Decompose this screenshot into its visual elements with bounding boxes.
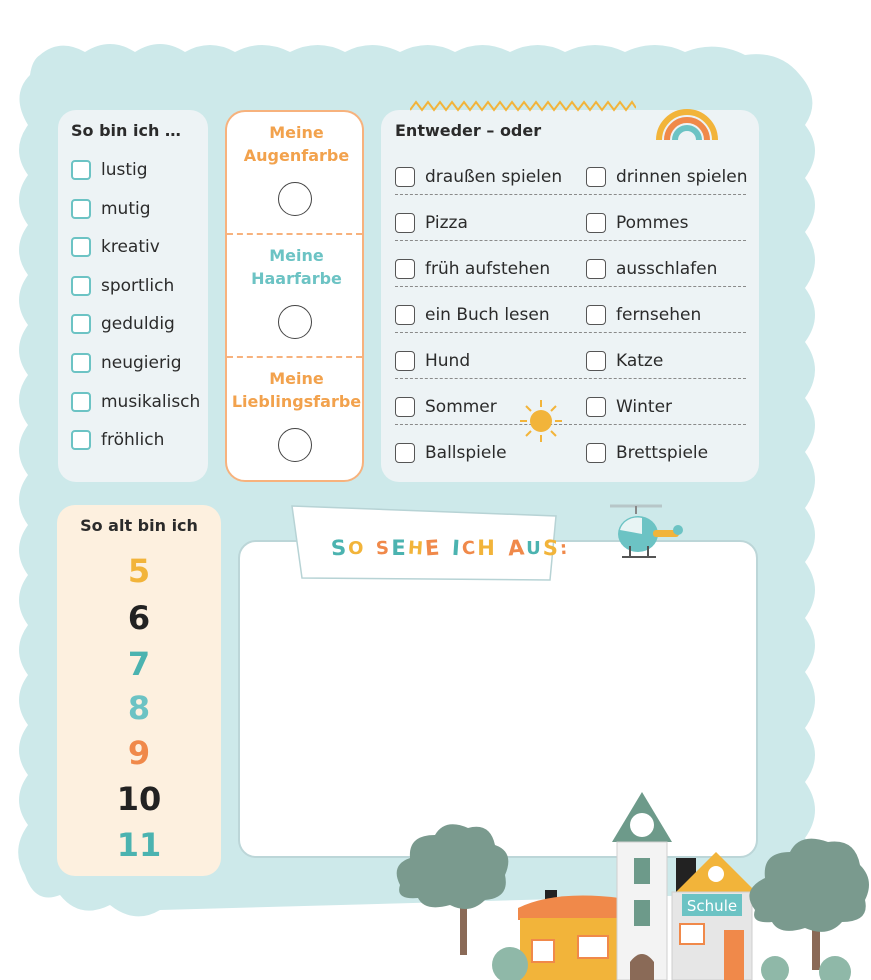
- dashed-divider: [227, 356, 362, 358]
- option-label: drinnen spielen: [616, 167, 748, 187]
- option-row[interactable]: [586, 258, 717, 280]
- trait-row[interactable]: [71, 391, 200, 413]
- option-checkbox[interactable]: [395, 443, 415, 463]
- banner-title: [330, 530, 568, 566]
- option-label: Hund: [425, 351, 471, 371]
- rainbow-icon: [654, 96, 720, 142]
- trait-row[interactable]: [71, 198, 151, 220]
- banner-letter: H: [407, 536, 424, 560]
- age-number[interactable]: 5: [127, 552, 151, 590]
- trait-row[interactable]: [71, 275, 174, 297]
- option-row[interactable]: [395, 350, 470, 372]
- option-checkbox[interactable]: [395, 397, 415, 417]
- banner-letter: S: [375, 537, 391, 559]
- trait-label: lustig: [101, 160, 148, 180]
- school-village-illustration: [380, 790, 871, 980]
- banner-letter: :: [559, 537, 568, 559]
- option-row[interactable]: [586, 166, 747, 188]
- option-checkbox[interactable]: [395, 167, 415, 187]
- trait-row[interactable]: [71, 429, 164, 451]
- option-label: ausschlafen: [616, 259, 718, 279]
- option-checkbox[interactable]: [586, 167, 606, 187]
- option-row[interactable]: [395, 304, 550, 326]
- banner-letter: E: [391, 536, 406, 560]
- hair-color-title-line1: Meine: [269, 246, 324, 265]
- sun-icon: [518, 398, 564, 444]
- zigzag-decoration: [410, 100, 636, 112]
- option-checkbox[interactable]: [586, 397, 606, 417]
- option-checkbox[interactable]: [395, 213, 415, 233]
- option-checkbox[interactable]: [586, 351, 606, 371]
- dashed-divider: [395, 240, 746, 241]
- trait-checkbox[interactable]: [71, 237, 91, 257]
- banner-letter: S: [330, 535, 347, 561]
- trait-row[interactable]: [71, 313, 175, 335]
- favorite-color-title: [227, 367, 366, 413]
- banner-letter: I: [451, 535, 461, 561]
- trait-checkbox[interactable]: [71, 314, 91, 334]
- hair-color-circle[interactable]: [278, 305, 312, 339]
- dashed-divider: [395, 332, 746, 333]
- option-row[interactable]: [395, 166, 562, 188]
- trait-label: mutig: [101, 199, 151, 219]
- age-number[interactable]: 7: [127, 645, 151, 683]
- personality-title: So bin ich …: [71, 121, 181, 140]
- option-label: Ballspiele: [425, 443, 507, 463]
- trait-checkbox[interactable]: [71, 392, 91, 412]
- dashed-divider: [395, 194, 746, 195]
- option-row[interactable]: [586, 442, 708, 464]
- option-row[interactable]: [395, 212, 468, 234]
- option-label: Winter: [616, 397, 673, 417]
- eye-color-title: [227, 121, 366, 167]
- dashed-divider: [395, 286, 746, 287]
- banner-letter: [497, 548, 506, 549]
- option-label: Pommes: [616, 213, 689, 233]
- favorite-color-title-line1: Meine: [269, 369, 324, 388]
- trait-row[interactable]: [71, 159, 148, 181]
- hair-color-title-line2: Haarfarbe: [251, 269, 342, 288]
- option-row[interactable]: [395, 396, 497, 418]
- option-label: ein Buch lesen: [425, 305, 550, 325]
- option-checkbox[interactable]: [395, 259, 415, 279]
- banner-letter: C: [461, 537, 476, 559]
- trait-label: musikalisch: [101, 392, 201, 412]
- trait-checkbox[interactable]: [71, 430, 91, 450]
- banner-letter: H: [477, 536, 495, 560]
- option-label: draußen spielen: [425, 167, 563, 187]
- option-row[interactable]: [586, 396, 672, 418]
- trait-checkbox[interactable]: [71, 160, 91, 180]
- age-number[interactable]: 11: [116, 826, 162, 864]
- option-checkbox[interactable]: [395, 351, 415, 371]
- banner-letter: A: [507, 535, 525, 561]
- age-title: So alt bin ich: [80, 516, 198, 535]
- favorite-color-title-line2: Lieblingsfarbe: [231, 392, 362, 411]
- dashed-divider: [395, 378, 746, 379]
- option-row[interactable]: [586, 212, 688, 234]
- helicopter-icon: [598, 500, 688, 564]
- age-number[interactable]: 8: [127, 689, 151, 727]
- option-row[interactable]: [586, 350, 663, 372]
- eye-color-title-line1: Meine: [269, 123, 324, 142]
- hair-color-title: [227, 244, 366, 290]
- option-label: Sommer: [425, 397, 497, 417]
- banner-letter: O: [348, 537, 364, 559]
- trait-checkbox[interactable]: [71, 199, 91, 219]
- trait-row[interactable]: [71, 352, 181, 374]
- either-or-title: Entweder – oder: [395, 121, 542, 140]
- option-row[interactable]: [586, 304, 701, 326]
- colors-panel: [225, 110, 364, 482]
- option-row[interactable]: [395, 258, 550, 280]
- school-sign-text: Schule: [686, 897, 738, 915]
- trait-label: kreativ: [101, 237, 160, 257]
- option-checkbox[interactable]: [586, 259, 606, 279]
- trait-label: neugierig: [101, 353, 182, 373]
- banner-letter: [365, 548, 374, 549]
- trait-label: fröhlich: [101, 430, 165, 450]
- eye-color-title-line2: Augenfarbe: [243, 146, 350, 165]
- dashed-divider: [395, 424, 746, 425]
- age-number[interactable]: 10: [116, 780, 162, 818]
- trait-checkbox[interactable]: [71, 276, 91, 296]
- favorite-color-circle[interactable]: [278, 428, 312, 462]
- option-checkbox[interactable]: [395, 305, 415, 325]
- banner-letter: E: [424, 535, 441, 561]
- option-checkbox[interactable]: [586, 443, 606, 463]
- age-number[interactable]: 6: [127, 599, 151, 637]
- option-label: fernsehen: [616, 305, 702, 325]
- age-number[interactable]: 9: [127, 734, 151, 772]
- option-checkbox[interactable]: [586, 305, 606, 325]
- option-label: Pizza: [425, 213, 468, 233]
- option-row[interactable]: [395, 442, 507, 464]
- trait-row[interactable]: [71, 236, 160, 258]
- option-checkbox[interactable]: [586, 213, 606, 233]
- trait-label: sportlich: [101, 276, 175, 296]
- banner-letter: S: [541, 535, 559, 561]
- option-label: Katze: [616, 351, 664, 371]
- eye-color-circle[interactable]: [278, 182, 312, 216]
- banner-letter: U: [526, 537, 541, 559]
- option-label: früh aufstehen: [425, 259, 551, 279]
- trait-label: geduldig: [101, 314, 175, 334]
- option-label: Brettspiele: [616, 443, 709, 463]
- trait-checkbox[interactable]: [71, 353, 91, 373]
- dashed-divider: [227, 233, 362, 235]
